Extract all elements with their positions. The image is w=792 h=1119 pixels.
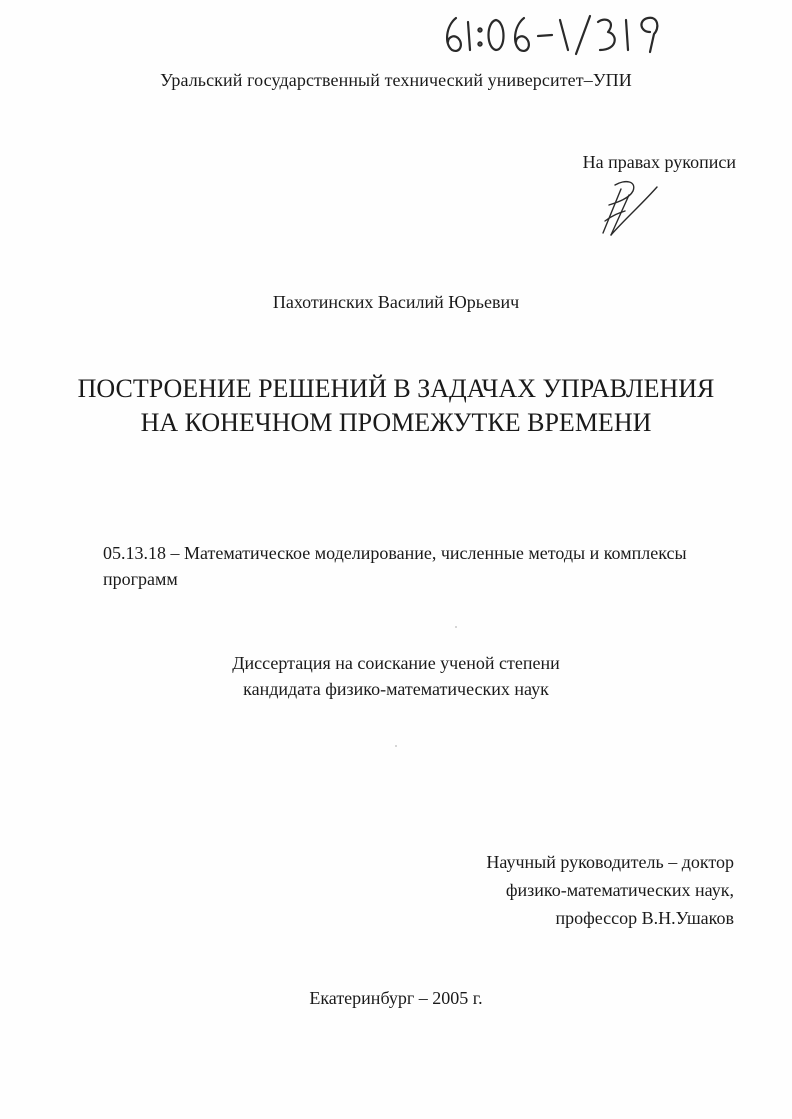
- scan-speck: [395, 745, 397, 747]
- supervisor-line-3: профессор В.Н.Ушаков: [555, 908, 734, 928]
- specialty-code: [103, 540, 743, 592]
- signature-mark: [585, 175, 665, 240]
- title-line-1: ПОСТРОЕНИЕ РЕШЕНИЙ В ЗАДАЧАХ УПРАВЛЕНИЯ: [77, 374, 715, 403]
- supervisor-line-2: физико-математических наук,: [505, 880, 734, 900]
- handwritten-archive-code-drawing: [440, 10, 680, 60]
- specialty-line-2: программ: [103, 569, 178, 589]
- manuscript-rights-note: На правах рукописи: [582, 152, 736, 172]
- signature-drawing: [585, 175, 665, 240]
- supervisor-line-1: Научный руководитель – доктор: [486, 852, 734, 872]
- university-name: Уральский государственный технический университет–УПИ: [160, 70, 632, 90]
- author-name: Пахотинских Василий Юрьевич: [272, 292, 520, 312]
- degree-line-2: кандидата физико-математических наук: [243, 679, 549, 699]
- handwritten-archive-code: [440, 10, 680, 60]
- city-and-year: Екатеринбург – 2005 г.: [309, 988, 483, 1008]
- degree-statement: [0, 650, 792, 702]
- degree-line-1: Диссертация на соискание ученой степени: [232, 653, 560, 673]
- title-line-2: НА КОНЕЧНОМ ПРОМЕЖУТКЕ ВРЕМЕНИ: [140, 408, 652, 437]
- scan-speck: [455, 626, 457, 628]
- scientific-supervisor: [486, 848, 734, 932]
- specialty-line-1: 05.13.18 – Математическое моделирование, численные методы и комплексы: [103, 543, 687, 563]
- dissertation-title: [60, 372, 732, 440]
